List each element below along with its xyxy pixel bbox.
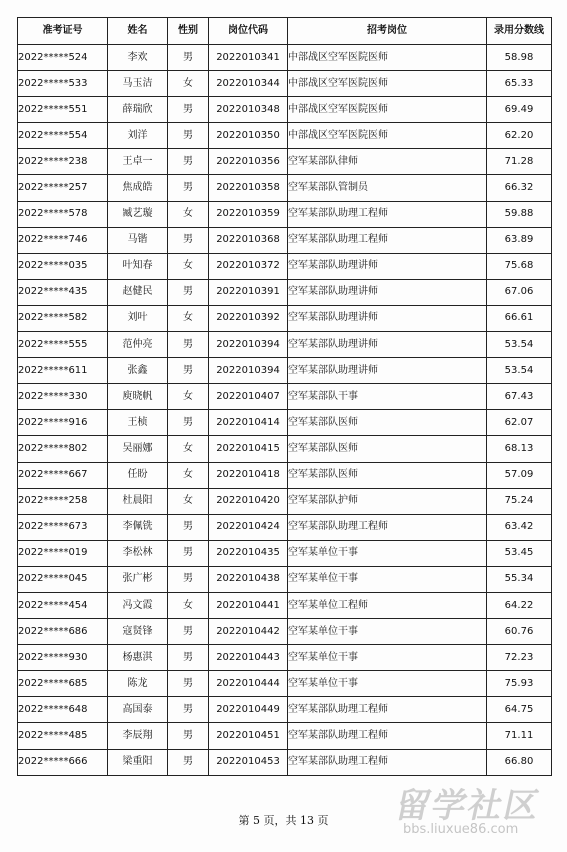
cell-name: 吴丽娜: [108, 436, 168, 462]
cell-position-code: 2022010435: [209, 540, 288, 566]
cell-score-line: 62.07: [487, 410, 552, 436]
cell-name: 刘叶: [108, 305, 168, 331]
cell-score-line: 64.22: [487, 592, 552, 618]
cell-position: 空军某部队助理工程师: [288, 227, 487, 253]
cell-position: 空军某单位干事: [288, 566, 487, 592]
cell-score-line: 75.24: [487, 488, 552, 514]
table-row: [18, 462, 552, 488]
cell-sex: 男: [168, 566, 209, 592]
table-row: [18, 358, 552, 384]
cell-sex: 男: [168, 45, 209, 71]
header-exam-id: 准考证号: [18, 18, 108, 45]
cell-name: 寇贤锋: [108, 619, 168, 645]
table-row: [18, 749, 552, 775]
cell-position-code: 2022010368: [209, 227, 288, 253]
cell-position-code: 2022010453: [209, 749, 288, 775]
cell-position-code: 2022010441: [209, 592, 288, 618]
cell-position: 空军某部队医师: [288, 462, 487, 488]
cell-score-line: 55.34: [487, 566, 552, 592]
cell-name: 马玉洁: [108, 71, 168, 97]
cell-exam-id: 2022*****667: [18, 462, 108, 488]
cell-score-line: 75.68: [487, 253, 552, 279]
cell-name: 李松林: [108, 540, 168, 566]
cell-score-line: 58.98: [487, 45, 552, 71]
cell-score-line: 57.09: [487, 462, 552, 488]
cell-exam-id: 2022*****258: [18, 488, 108, 514]
cell-position: 空军某部队助理工程师: [288, 201, 487, 227]
cell-position-code: 2022010356: [209, 149, 288, 175]
cell-exam-id: 2022*****555: [18, 332, 108, 358]
cell-name: 范仲亮: [108, 332, 168, 358]
cell-score-line: 75.93: [487, 671, 552, 697]
table-row: [18, 227, 552, 253]
cell-sex: 男: [168, 540, 209, 566]
cell-position: 空军某部队助理工程师: [288, 749, 487, 775]
cell-score-line: 66.61: [487, 305, 552, 331]
cell-score-line: 53.54: [487, 332, 552, 358]
cell-exam-id: 2022*****930: [18, 645, 108, 671]
header-name: 姓名: [108, 18, 168, 45]
cell-exam-id: 2022*****524: [18, 45, 108, 71]
cell-exam-id: 2022*****802: [18, 436, 108, 462]
header-sex: 性别: [168, 18, 209, 45]
cell-name: 冯文霞: [108, 592, 168, 618]
cell-exam-id: 2022*****019: [18, 540, 108, 566]
cell-sex: 男: [168, 123, 209, 149]
cell-position: 空军某部队助理工程师: [288, 723, 487, 749]
cell-score-line: 65.33: [487, 71, 552, 97]
cell-position: 中部战区空军医院医师: [288, 123, 487, 149]
cell-name: 马锴: [108, 227, 168, 253]
cell-position-code: 2022010442: [209, 619, 288, 645]
table-row: [18, 253, 552, 279]
cell-position: 空军某部队医师: [288, 410, 487, 436]
cell-sex: 男: [168, 619, 209, 645]
table-row: [18, 645, 552, 671]
cell-sex: 男: [168, 697, 209, 723]
cell-score-line: 67.43: [487, 384, 552, 410]
cell-name: 李佩铣: [108, 514, 168, 540]
cell-name: 陈龙: [108, 671, 168, 697]
cell-position: 空军某部队助理工程师: [288, 514, 487, 540]
table-row: [18, 45, 552, 71]
cell-position-code: 2022010391: [209, 279, 288, 305]
cell-name: 高国泰: [108, 697, 168, 723]
cell-sex: 女: [168, 201, 209, 227]
cell-position-code: 2022010420: [209, 488, 288, 514]
cell-position-code: 2022010341: [209, 45, 288, 71]
cell-position-code: 2022010350: [209, 123, 288, 149]
cell-position-code: 2022010418: [209, 462, 288, 488]
cell-name: 薛瑞欣: [108, 97, 168, 123]
cell-exam-id: 2022*****435: [18, 279, 108, 305]
cell-position: 空军某单位干事: [288, 645, 487, 671]
cell-sex: 女: [168, 305, 209, 331]
table-row: [18, 71, 552, 97]
cell-name: 李欢: [108, 45, 168, 71]
table-row: [18, 305, 552, 331]
cell-exam-id: 2022*****551: [18, 97, 108, 123]
table-row: [18, 488, 552, 514]
cell-score-line: 67.06: [487, 279, 552, 305]
table-row: [18, 436, 552, 462]
table-row: [18, 175, 552, 201]
table-row: [18, 671, 552, 697]
cell-score-line: 66.80: [487, 749, 552, 775]
cell-position: 空军某部队助理工程师: [288, 697, 487, 723]
cell-name: 杜晨阳: [108, 488, 168, 514]
cell-position: 中部战区空军医院医师: [288, 45, 487, 71]
cell-position-code: 2022010444: [209, 671, 288, 697]
cell-sex: 女: [168, 462, 209, 488]
cell-score-line: 62.20: [487, 123, 552, 149]
cell-name: 张广彬: [108, 566, 168, 592]
cell-position-code: 2022010344: [209, 71, 288, 97]
table-row: [18, 723, 552, 749]
cell-exam-id: 2022*****673: [18, 514, 108, 540]
cell-exam-id: 2022*****257: [18, 175, 108, 201]
cell-score-line: 68.13: [487, 436, 552, 462]
cell-name: 杨惠淇: [108, 645, 168, 671]
table-row: [18, 697, 552, 723]
cell-exam-id: 2022*****666: [18, 749, 108, 775]
cell-position: 中部战区空军医院医师: [288, 97, 487, 123]
cell-score-line: 63.89: [487, 227, 552, 253]
cell-position: 空军某部队医师: [288, 436, 487, 462]
cell-position: 空军某单位干事: [288, 619, 487, 645]
cell-position: 空军某单位干事: [288, 540, 487, 566]
cell-position: 空军某部队助理讲师: [288, 253, 487, 279]
cell-position-code: 2022010394: [209, 332, 288, 358]
cell-name: 刘洋: [108, 123, 168, 149]
page-number: 第 5 页，共 13 页: [238, 814, 329, 827]
cell-sex: 男: [168, 227, 209, 253]
cell-name: 王卓一: [108, 149, 168, 175]
header-position-code: 岗位代码: [209, 18, 288, 45]
cell-position: 空军某部队护师: [288, 488, 487, 514]
cell-exam-id: 2022*****746: [18, 227, 108, 253]
cell-score-line: 53.54: [487, 358, 552, 384]
cell-name: 张鑫: [108, 358, 168, 384]
cell-position: 中部战区空军医院医师: [288, 71, 487, 97]
cell-exam-id: 2022*****611: [18, 358, 108, 384]
table-row: [18, 619, 552, 645]
cell-name: 庾晓帆: [108, 384, 168, 410]
table-row: [18, 201, 552, 227]
cell-position: 空军某单位工程师: [288, 592, 487, 618]
cell-position: 空军某部队律师: [288, 149, 487, 175]
cell-score-line: 71.28: [487, 149, 552, 175]
header-position: 招考岗位: [288, 18, 487, 45]
cell-name: 臧艺璇: [108, 201, 168, 227]
cell-exam-id: 2022*****916: [18, 410, 108, 436]
cell-position-code: 2022010348: [209, 97, 288, 123]
cell-exam-id: 2022*****578: [18, 201, 108, 227]
cell-position-code: 2022010394: [209, 358, 288, 384]
cell-name: 李辰翔: [108, 723, 168, 749]
cell-sex: 男: [168, 279, 209, 305]
cell-exam-id: 2022*****045: [18, 566, 108, 592]
table-body: [18, 45, 552, 776]
cell-position: 空军某部队助理讲师: [288, 305, 487, 331]
cell-position: 空军某部队干事: [288, 384, 487, 410]
cell-score-line: 71.11: [487, 723, 552, 749]
cell-name: 王桢: [108, 410, 168, 436]
cell-sex: 男: [168, 175, 209, 201]
watermark-url: bbs.liuxue86.com: [403, 822, 519, 837]
table-row: [18, 384, 552, 410]
cell-exam-id: 2022*****686: [18, 619, 108, 645]
cell-sex: 女: [168, 253, 209, 279]
table-row: [18, 149, 552, 175]
cell-position-code: 2022010392: [209, 305, 288, 331]
cell-sex: 男: [168, 97, 209, 123]
cell-position-code: 2022010424: [209, 514, 288, 540]
table-row: [18, 540, 552, 566]
watermark-logo: [392, 778, 557, 844]
cell-sex: 女: [168, 71, 209, 97]
table-row: [18, 97, 552, 123]
cell-exam-id: 2022*****533: [18, 71, 108, 97]
table-row: [18, 592, 552, 618]
table-row: [18, 410, 552, 436]
score-table: [17, 17, 552, 776]
cell-position-code: 2022010415: [209, 436, 288, 462]
cell-sex: 男: [168, 149, 209, 175]
header-score-line: 录用分数线: [487, 18, 552, 45]
cell-exam-id: 2022*****330: [18, 384, 108, 410]
cell-position-code: 2022010443: [209, 645, 288, 671]
cell-exam-id: 2022*****485: [18, 723, 108, 749]
cell-name: 焦成皓: [108, 175, 168, 201]
cell-name: 叶知春: [108, 253, 168, 279]
cell-sex: 男: [168, 645, 209, 671]
watermark-text: 留学社区: [392, 786, 545, 826]
cell-position: 空军某单位干事: [288, 671, 487, 697]
cell-score-line: 59.88: [487, 201, 552, 227]
cell-sex: 男: [168, 723, 209, 749]
cell-exam-id: 2022*****454: [18, 592, 108, 618]
cell-position-code: 2022010438: [209, 566, 288, 592]
cell-score-line: 63.42: [487, 514, 552, 540]
cell-position-code: 2022010451: [209, 723, 288, 749]
cell-position-code: 2022010414: [209, 410, 288, 436]
cell-exam-id: 2022*****582: [18, 305, 108, 331]
cell-sex: 男: [168, 671, 209, 697]
cell-position-code: 2022010449: [209, 697, 288, 723]
cell-exam-id: 2022*****238: [18, 149, 108, 175]
cell-sex: 女: [168, 384, 209, 410]
table-row: [18, 514, 552, 540]
cell-sex: 女: [168, 488, 209, 514]
cell-sex: 男: [168, 358, 209, 384]
cell-score-line: 64.75: [487, 697, 552, 723]
cell-exam-id: 2022*****648: [18, 697, 108, 723]
cell-position: 空军某部队助理讲师: [288, 332, 487, 358]
cell-sex: 男: [168, 410, 209, 436]
table-row: [18, 123, 552, 149]
cell-position-code: 2022010407: [209, 384, 288, 410]
table-row: [18, 332, 552, 358]
table-row: [18, 279, 552, 305]
cell-exam-id: 2022*****035: [18, 253, 108, 279]
cell-score-line: 60.76: [487, 619, 552, 645]
cell-sex: 男: [168, 332, 209, 358]
cell-sex: 男: [168, 514, 209, 540]
cell-name: 梁重阳: [108, 749, 168, 775]
cell-position-code: 2022010358: [209, 175, 288, 201]
cell-sex: 男: [168, 749, 209, 775]
cell-score-line: 72.23: [487, 645, 552, 671]
cell-position: 空军某部队管制员: [288, 175, 487, 201]
cell-name: 任盼: [108, 462, 168, 488]
cell-sex: 女: [168, 592, 209, 618]
cell-score-line: 69.49: [487, 97, 552, 123]
cell-name: 赵健民: [108, 279, 168, 305]
table-row: [18, 566, 552, 592]
cell-score-line: 66.32: [487, 175, 552, 201]
cell-score-line: 53.45: [487, 540, 552, 566]
cell-exam-id: 2022*****685: [18, 671, 108, 697]
cell-exam-id: 2022*****554: [18, 123, 108, 149]
cell-position-code: 2022010372: [209, 253, 288, 279]
cell-position-code: 2022010359: [209, 201, 288, 227]
cell-position: 空军某部队助理讲师: [288, 279, 487, 305]
cell-position: 空军某部队助理讲师: [288, 358, 487, 384]
table-header-row: [18, 18, 552, 45]
cell-sex: 女: [168, 436, 209, 462]
